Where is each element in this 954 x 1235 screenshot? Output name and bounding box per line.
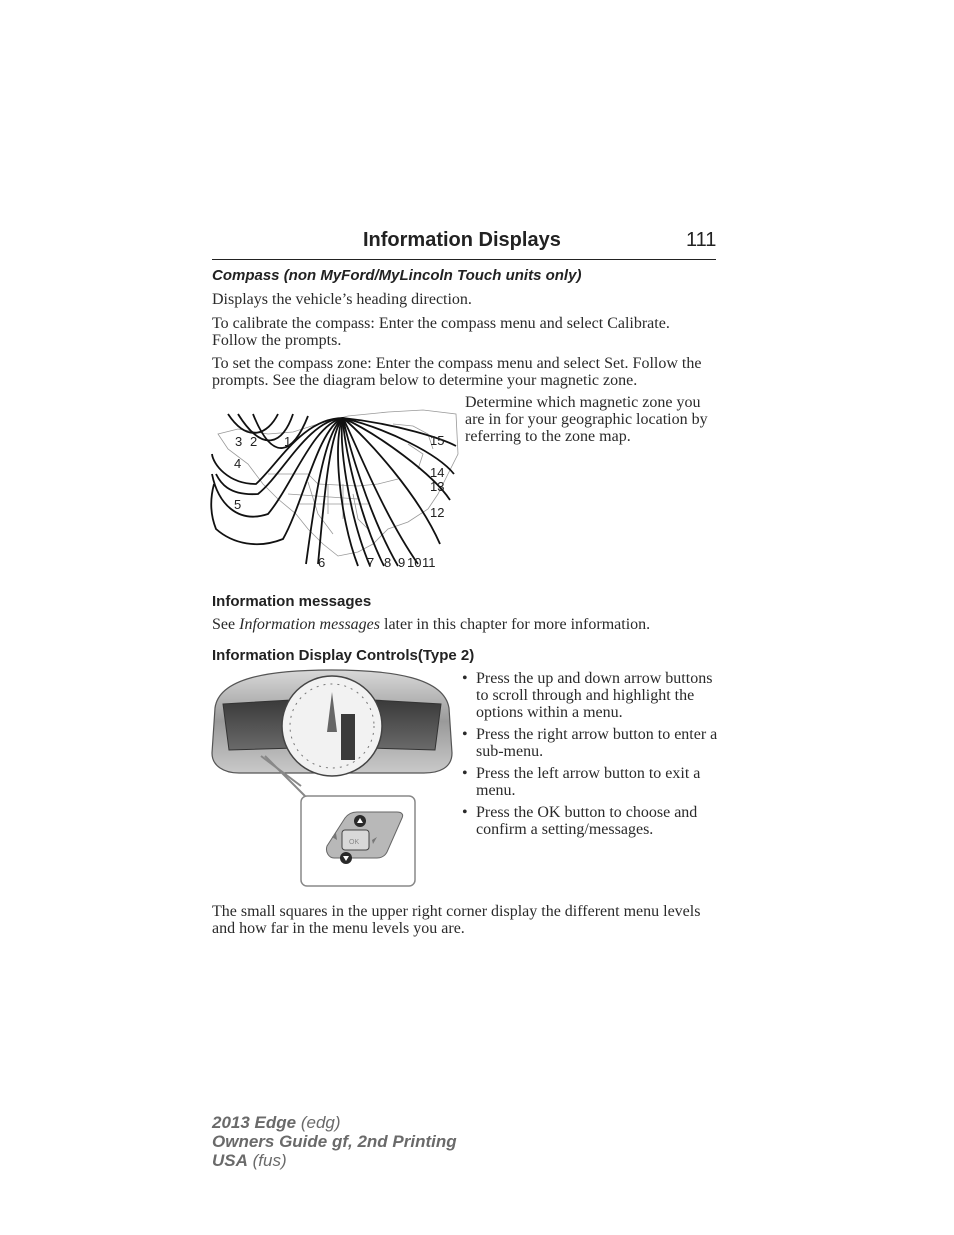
page-section-title: Information Displays bbox=[363, 229, 561, 251]
isogonic-lines bbox=[211, 414, 456, 566]
zone-label-2: 2 bbox=[250, 434, 258, 449]
zone-label-5: 5 bbox=[234, 497, 242, 512]
zone-label-15: 15 bbox=[430, 433, 445, 448]
zone-label-10: 10 bbox=[407, 555, 422, 570]
zone-label-1: 1 bbox=[284, 434, 292, 449]
zone-label-11: 11 bbox=[422, 555, 436, 570]
magnetic-zone-map bbox=[208, 404, 460, 574]
zone-label-7: 7 bbox=[367, 555, 375, 570]
display-controls-heading: Information Display Controls(Type 2) bbox=[212, 647, 475, 664]
compass-paragraph-3: To set the compass zone: Enter the compass menu and select Set. Follow the prompts. See the diagram below to determine your magnetic zone. bbox=[212, 355, 702, 389]
information-messages-paragraph bbox=[212, 616, 716, 633]
zone-label-3: 3 bbox=[235, 434, 243, 449]
bullet-item: • Press the OK button to choose and confirm a setting/messages. bbox=[460, 804, 720, 838]
header-rule bbox=[212, 259, 716, 260]
bullet-item: • Press the up and down arrow buttons to scroll through and highlight the options within a menu. bbox=[460, 670, 720, 721]
zone-label-8: 8 bbox=[384, 555, 392, 570]
zone-label-6: 6 bbox=[318, 555, 326, 570]
compass-paragraph-1: Displays the vehicle’s heading direction. bbox=[212, 291, 472, 308]
information-messages-heading: Information messages bbox=[212, 593, 372, 610]
footer-line-3: USA (fus) bbox=[212, 1151, 287, 1170]
zone-label-13: 13 bbox=[430, 479, 445, 494]
information-messages-reference: Information messages bbox=[239, 616, 380, 633]
zone-map-caption: Determine which magnetic zone you are in for your geographic location by referring to the zone map. bbox=[465, 394, 708, 445]
compass-heading: Compass (non MyFord/MyLincoln Touch units only) bbox=[212, 267, 582, 284]
zone-label-4: 4 bbox=[234, 456, 242, 471]
ok-button-label: OK bbox=[349, 839, 360, 846]
map-outline bbox=[218, 410, 458, 556]
footer-line-2: Owners Guide gf, 2nd Printing bbox=[212, 1132, 457, 1151]
page-number: 111 bbox=[686, 229, 717, 251]
menu-levels-paragraph: The small squares in the upper right corner display the different menu levels and how far in the menu levels you are. bbox=[212, 903, 701, 937]
messages-text-after: later in this chapter for more information. bbox=[380, 616, 651, 633]
zone-label-14: 14 bbox=[430, 465, 445, 480]
compass-paragraph-2: To calibrate the compass: Enter the compass menu and select Calibrate. Follow the prompts. bbox=[212, 315, 670, 349]
footer-line-1: 2013 Edge (edg) bbox=[212, 1113, 341, 1132]
messages-text-before: See bbox=[212, 616, 240, 633]
bullet-item: • Press the left arrow button to exit a menu. bbox=[460, 765, 720, 799]
instrument-cluster-illustration bbox=[209, 668, 454, 890]
zone-label-12: 12 bbox=[430, 505, 445, 520]
footer bbox=[212, 1113, 457, 1170]
zone-label-9: 9 bbox=[398, 555, 406, 570]
controls-bullet-list bbox=[460, 670, 720, 843]
bullet-item: • Press the right arrow button to enter a sub-menu. bbox=[460, 726, 720, 760]
